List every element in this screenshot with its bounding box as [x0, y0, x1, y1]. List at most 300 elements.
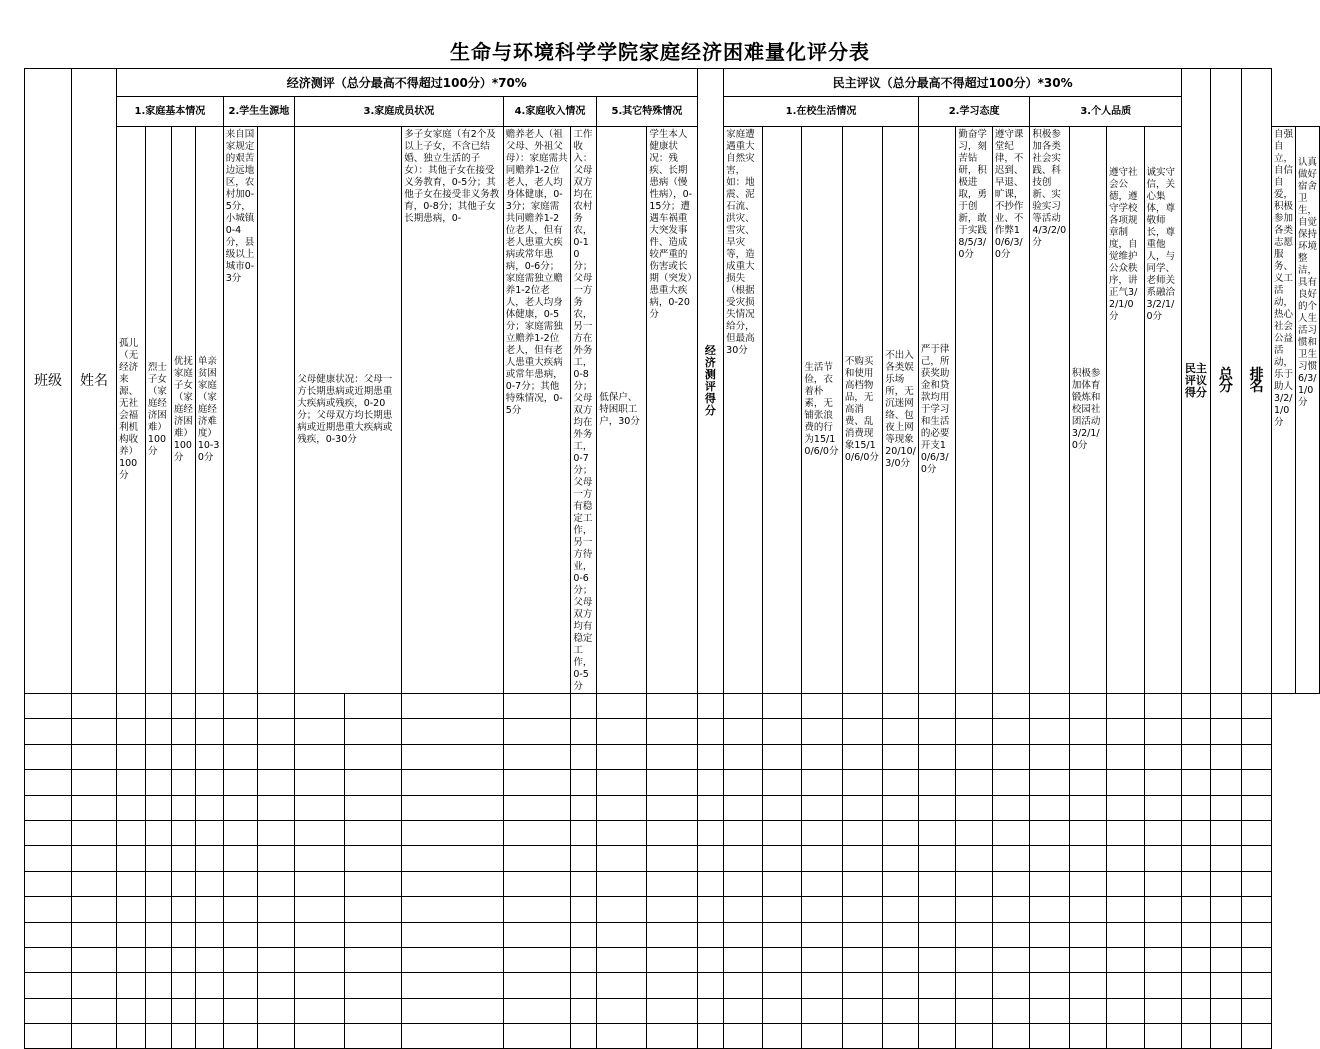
- table-cell[interactable]: [195, 1024, 223, 1049]
- table-cell[interactable]: [25, 770, 72, 795]
- table-cell[interactable]: [1182, 846, 1211, 871]
- table-cell[interactable]: [145, 871, 171, 896]
- table-cell[interactable]: [697, 770, 724, 795]
- table-cell[interactable]: [571, 1024, 597, 1049]
- table-cell[interactable]: [647, 1024, 697, 1049]
- table-cell[interactable]: [344, 744, 401, 769]
- table-cell[interactable]: [72, 770, 117, 795]
- table-cell[interactable]: [195, 795, 223, 820]
- table-cell[interactable]: [1107, 770, 1145, 795]
- table-cell[interactable]: [344, 795, 401, 820]
- table-cell[interactable]: [992, 694, 1030, 719]
- table-cell[interactable]: [402, 897, 503, 922]
- table-cell[interactable]: [956, 973, 993, 998]
- table-cell[interactable]: [1030, 922, 1069, 947]
- table-cell[interactable]: [171, 795, 195, 820]
- table-cell[interactable]: [503, 820, 571, 845]
- table-cell[interactable]: [697, 846, 724, 871]
- table-cell[interactable]: [1030, 744, 1069, 769]
- table-cell[interactable]: [171, 744, 195, 769]
- table-cell[interactable]: [1069, 795, 1106, 820]
- table-cell[interactable]: [992, 998, 1030, 1023]
- table-cell[interactable]: [25, 744, 72, 769]
- table-cell[interactable]: [295, 795, 345, 820]
- table-cell[interactable]: [992, 922, 1030, 947]
- table-cell[interactable]: [402, 871, 503, 896]
- table-cell[interactable]: [992, 820, 1030, 845]
- table-cell[interactable]: [697, 719, 724, 744]
- table-cell[interactable]: [724, 897, 762, 922]
- table-cell[interactable]: [25, 922, 72, 947]
- table-cell[interactable]: [1182, 820, 1211, 845]
- table-cell[interactable]: [72, 922, 117, 947]
- table-cell[interactable]: [1144, 973, 1182, 998]
- table-cell[interactable]: [1069, 719, 1106, 744]
- table-cell[interactable]: [145, 795, 171, 820]
- table-cell[interactable]: [992, 1024, 1030, 1049]
- table-cell[interactable]: [503, 871, 571, 896]
- table-cell[interactable]: [724, 871, 762, 896]
- table-cell[interactable]: [571, 719, 597, 744]
- table-cell[interactable]: [1069, 871, 1106, 896]
- table-cell[interactable]: [1030, 795, 1069, 820]
- table-cell[interactable]: [1182, 795, 1211, 820]
- table-cell[interactable]: [956, 947, 993, 972]
- table-cell[interactable]: [1242, 719, 1272, 744]
- table-cell[interactable]: [117, 846, 146, 871]
- table-cell[interactable]: [117, 770, 146, 795]
- table-cell[interactable]: [1069, 770, 1106, 795]
- table-cell[interactable]: [918, 795, 956, 820]
- table-cell[interactable]: [1030, 694, 1069, 719]
- table-cell[interactable]: [956, 770, 993, 795]
- table-cell[interactable]: [145, 897, 171, 922]
- table-cell[interactable]: [258, 719, 295, 744]
- table-cell[interactable]: [571, 922, 597, 947]
- table-cell[interactable]: [402, 973, 503, 998]
- table-cell[interactable]: [72, 795, 117, 820]
- table-cell[interactable]: [1182, 1024, 1211, 1049]
- table-cell[interactable]: [697, 795, 724, 820]
- table-cell[interactable]: [503, 922, 571, 947]
- table-cell[interactable]: [647, 820, 697, 845]
- table-cell[interactable]: [883, 744, 919, 769]
- table-cell[interactable]: [145, 973, 171, 998]
- table-cell[interactable]: [697, 897, 724, 922]
- table-cell[interactable]: [25, 795, 72, 820]
- table-cell[interactable]: [918, 719, 956, 744]
- table-cell[interactable]: [842, 998, 882, 1023]
- table-cell[interactable]: [402, 998, 503, 1023]
- table-cell[interactable]: [647, 922, 697, 947]
- table-cell[interactable]: [295, 770, 345, 795]
- table-cell[interactable]: [883, 998, 919, 1023]
- table-cell[interactable]: [503, 744, 571, 769]
- table-cell[interactable]: [72, 820, 117, 845]
- table-cell[interactable]: [842, 973, 882, 998]
- table-cell[interactable]: [1182, 694, 1211, 719]
- table-cell[interactable]: [195, 871, 223, 896]
- table-cell[interactable]: [802, 871, 842, 896]
- table-cell[interactable]: [802, 846, 842, 871]
- table-cell[interactable]: [503, 973, 571, 998]
- table-cell[interactable]: [918, 897, 956, 922]
- table-cell[interactable]: [1210, 871, 1242, 896]
- table-cell[interactable]: [762, 744, 802, 769]
- table-cell[interactable]: [597, 795, 647, 820]
- table-cell[interactable]: [344, 820, 401, 845]
- table-cell[interactable]: [647, 744, 697, 769]
- table-cell[interactable]: [762, 947, 802, 972]
- table-cell[interactable]: [762, 795, 802, 820]
- table-cell[interactable]: [1144, 694, 1182, 719]
- table-cell[interactable]: [802, 770, 842, 795]
- table-cell[interactable]: [842, 770, 882, 795]
- table-cell[interactable]: [223, 897, 258, 922]
- table-cell[interactable]: [1182, 744, 1211, 769]
- table-cell[interactable]: [72, 897, 117, 922]
- table-cell[interactable]: [571, 795, 597, 820]
- table-cell[interactable]: [724, 744, 762, 769]
- table-cell[interactable]: [171, 998, 195, 1023]
- table-cell[interactable]: [195, 922, 223, 947]
- table-cell[interactable]: [956, 922, 993, 947]
- table-cell[interactable]: [344, 694, 401, 719]
- table-cell[interactable]: [195, 947, 223, 972]
- table-cell[interactable]: [571, 846, 597, 871]
- table-cell[interactable]: [25, 871, 72, 896]
- table-cell[interactable]: [1069, 820, 1106, 845]
- table-cell[interactable]: [762, 820, 802, 845]
- table-cell[interactable]: [1182, 719, 1211, 744]
- table-cell[interactable]: [1242, 770, 1272, 795]
- table-cell[interactable]: [223, 795, 258, 820]
- table-cell[interactable]: [1030, 846, 1069, 871]
- table-cell[interactable]: [195, 744, 223, 769]
- table-cell[interactable]: [842, 947, 882, 972]
- table-cell[interactable]: [503, 846, 571, 871]
- table-cell[interactable]: [1030, 998, 1069, 1023]
- table-cell[interactable]: [1069, 1024, 1106, 1049]
- table-cell[interactable]: [1210, 795, 1242, 820]
- table-cell[interactable]: [295, 897, 345, 922]
- table-cell[interactable]: [503, 770, 571, 795]
- table-cell[interactable]: [1210, 744, 1242, 769]
- table-cell[interactable]: [171, 820, 195, 845]
- table-cell[interactable]: [195, 770, 223, 795]
- table-cell[interactable]: [145, 820, 171, 845]
- table-cell[interactable]: [223, 871, 258, 896]
- table-cell[interactable]: [762, 770, 802, 795]
- table-cell[interactable]: [344, 922, 401, 947]
- table-cell[interactable]: [697, 871, 724, 896]
- table-cell[interactable]: [1210, 947, 1242, 972]
- table-cell[interactable]: [883, 846, 919, 871]
- table-cell[interactable]: [344, 973, 401, 998]
- table-cell[interactable]: [842, 922, 882, 947]
- table-cell[interactable]: [571, 998, 597, 1023]
- table-cell[interactable]: [223, 770, 258, 795]
- table-cell[interactable]: [1107, 820, 1145, 845]
- table-cell[interactable]: [802, 897, 842, 922]
- table-cell[interactable]: [344, 719, 401, 744]
- table-cell[interactable]: [295, 922, 345, 947]
- table-cell[interactable]: [1030, 1024, 1069, 1049]
- table-cell[interactable]: [72, 871, 117, 896]
- table-cell[interactable]: [883, 947, 919, 972]
- table-cell[interactable]: [1210, 973, 1242, 998]
- table-cell[interactable]: [1030, 871, 1069, 896]
- table-cell[interactable]: [883, 871, 919, 896]
- table-cell[interactable]: [258, 947, 295, 972]
- table-cell[interactable]: [171, 922, 195, 947]
- table-cell[interactable]: [956, 744, 993, 769]
- table-cell[interactable]: [295, 820, 345, 845]
- table-cell[interactable]: [117, 795, 146, 820]
- table-cell[interactable]: [992, 871, 1030, 896]
- table-cell[interactable]: [117, 897, 146, 922]
- table-cell[interactable]: [1144, 719, 1182, 744]
- table-cell[interactable]: [918, 871, 956, 896]
- table-cell[interactable]: [295, 871, 345, 896]
- table-cell[interactable]: [295, 947, 345, 972]
- table-cell[interactable]: [503, 795, 571, 820]
- table-cell[interactable]: [647, 719, 697, 744]
- table-cell[interactable]: [956, 1024, 993, 1049]
- table-cell[interactable]: [258, 846, 295, 871]
- table-cell[interactable]: [258, 795, 295, 820]
- table-cell[interactable]: [25, 947, 72, 972]
- table-cell[interactable]: [597, 820, 647, 845]
- table-cell[interactable]: [1069, 922, 1106, 947]
- table-cell[interactable]: [1242, 998, 1272, 1023]
- table-cell[interactable]: [195, 998, 223, 1023]
- table-cell[interactable]: [258, 820, 295, 845]
- table-cell[interactable]: [72, 744, 117, 769]
- table-cell[interactable]: [1242, 744, 1272, 769]
- table-cell[interactable]: [1242, 694, 1272, 719]
- table-cell[interactable]: [883, 922, 919, 947]
- table-cell[interactable]: [223, 1024, 258, 1049]
- table-cell[interactable]: [1107, 694, 1145, 719]
- table-cell[interactable]: [918, 820, 956, 845]
- table-cell[interactable]: [195, 719, 223, 744]
- table-cell[interactable]: [883, 770, 919, 795]
- table-cell[interactable]: [992, 846, 1030, 871]
- table-cell[interactable]: [171, 846, 195, 871]
- table-cell[interactable]: [344, 1024, 401, 1049]
- table-cell[interactable]: [402, 770, 503, 795]
- table-cell[interactable]: [571, 871, 597, 896]
- table-cell[interactable]: [1107, 922, 1145, 947]
- table-cell[interactable]: [724, 770, 762, 795]
- table-cell[interactable]: [597, 846, 647, 871]
- table-cell[interactable]: [402, 846, 503, 871]
- table-cell[interactable]: [503, 998, 571, 1023]
- table-cell[interactable]: [195, 846, 223, 871]
- table-cell[interactable]: [344, 897, 401, 922]
- table-cell[interactable]: [195, 973, 223, 998]
- table-cell[interactable]: [503, 719, 571, 744]
- table-cell[interactable]: [918, 770, 956, 795]
- table-cell[interactable]: [802, 973, 842, 998]
- table-cell[interactable]: [145, 998, 171, 1023]
- table-cell[interactable]: [195, 694, 223, 719]
- table-cell[interactable]: [697, 947, 724, 972]
- table-cell[interactable]: [145, 694, 171, 719]
- table-cell[interactable]: [571, 770, 597, 795]
- table-cell[interactable]: [992, 947, 1030, 972]
- table-cell[interactable]: [992, 744, 1030, 769]
- table-cell[interactable]: [402, 820, 503, 845]
- table-cell[interactable]: [171, 719, 195, 744]
- table-cell[interactable]: [171, 897, 195, 922]
- table-cell[interactable]: [647, 998, 697, 1023]
- table-cell[interactable]: [597, 719, 647, 744]
- table-cell[interactable]: [918, 973, 956, 998]
- table-cell[interactable]: [72, 973, 117, 998]
- table-cell[interactable]: [647, 846, 697, 871]
- table-cell[interactable]: [402, 744, 503, 769]
- table-cell[interactable]: [72, 694, 117, 719]
- table-cell[interactable]: [117, 947, 146, 972]
- table-cell[interactable]: [1144, 820, 1182, 845]
- table-cell[interactable]: [697, 1024, 724, 1049]
- table-cell[interactable]: [1210, 998, 1242, 1023]
- table-cell[interactable]: [145, 719, 171, 744]
- table-cell[interactable]: [117, 744, 146, 769]
- table-cell[interactable]: [647, 770, 697, 795]
- table-cell[interactable]: [697, 744, 724, 769]
- table-cell[interactable]: [1030, 719, 1069, 744]
- table-cell[interactable]: [295, 694, 345, 719]
- table-cell[interactable]: [1144, 744, 1182, 769]
- table-cell[interactable]: [344, 998, 401, 1023]
- table-cell[interactable]: [762, 922, 802, 947]
- table-cell[interactable]: [724, 922, 762, 947]
- table-cell[interactable]: [883, 820, 919, 845]
- table-cell[interactable]: [171, 871, 195, 896]
- table-cell[interactable]: [1144, 998, 1182, 1023]
- table-cell[interactable]: [724, 1024, 762, 1049]
- table-cell[interactable]: [402, 694, 503, 719]
- table-cell[interactable]: [1182, 770, 1211, 795]
- table-cell[interactable]: [1210, 897, 1242, 922]
- table-cell[interactable]: [503, 897, 571, 922]
- table-cell[interactable]: [1242, 846, 1272, 871]
- table-cell[interactable]: [295, 998, 345, 1023]
- table-cell[interactable]: [258, 922, 295, 947]
- table-cell[interactable]: [597, 998, 647, 1023]
- table-cell[interactable]: [1030, 770, 1069, 795]
- table-cell[interactable]: [571, 973, 597, 998]
- table-cell[interactable]: [72, 998, 117, 1023]
- table-cell[interactable]: [258, 998, 295, 1023]
- table-cell[interactable]: [1144, 871, 1182, 896]
- table-cell[interactable]: [842, 795, 882, 820]
- table-cell[interactable]: [117, 820, 146, 845]
- table-cell[interactable]: [1242, 973, 1272, 998]
- table-cell[interactable]: [724, 998, 762, 1023]
- table-cell[interactable]: [1030, 973, 1069, 998]
- table-cell[interactable]: [195, 897, 223, 922]
- table-cell[interactable]: [344, 846, 401, 871]
- table-cell[interactable]: [724, 947, 762, 972]
- table-cell[interactable]: [145, 922, 171, 947]
- table-cell[interactable]: [883, 973, 919, 998]
- table-cell[interactable]: [1069, 973, 1106, 998]
- table-cell[interactable]: [117, 694, 146, 719]
- table-cell[interactable]: [72, 947, 117, 972]
- table-cell[interactable]: [258, 871, 295, 896]
- table-cell[interactable]: [1242, 871, 1272, 896]
- table-cell[interactable]: [402, 1024, 503, 1049]
- table-cell[interactable]: [918, 922, 956, 947]
- table-cell[interactable]: [344, 947, 401, 972]
- table-cell[interactable]: [802, 744, 842, 769]
- table-cell[interactable]: [883, 694, 919, 719]
- table-cell[interactable]: [724, 846, 762, 871]
- table-cell[interactable]: [223, 947, 258, 972]
- table-cell[interactable]: [802, 795, 842, 820]
- table-cell[interactable]: [571, 694, 597, 719]
- table-cell[interactable]: [223, 922, 258, 947]
- table-cell[interactable]: [503, 947, 571, 972]
- table-cell[interactable]: [171, 694, 195, 719]
- table-cell[interactable]: [762, 897, 802, 922]
- table-cell[interactable]: [918, 1024, 956, 1049]
- table-cell[interactable]: [1242, 1024, 1272, 1049]
- table-cell[interactable]: [956, 694, 993, 719]
- table-cell[interactable]: [402, 922, 503, 947]
- table-cell[interactable]: [1210, 719, 1242, 744]
- table-cell[interactable]: [918, 947, 956, 972]
- table-cell[interactable]: [647, 795, 697, 820]
- table-cell[interactable]: [1030, 947, 1069, 972]
- table-cell[interactable]: [145, 947, 171, 972]
- table-cell[interactable]: [956, 846, 993, 871]
- table-cell[interactable]: [25, 1024, 72, 1049]
- table-cell[interactable]: [1144, 1024, 1182, 1049]
- table-cell[interactable]: [344, 770, 401, 795]
- table-cell[interactable]: [697, 973, 724, 998]
- table-cell[interactable]: [25, 820, 72, 845]
- table-cell[interactable]: [72, 846, 117, 871]
- table-cell[interactable]: [1242, 897, 1272, 922]
- table-cell[interactable]: [597, 947, 647, 972]
- table-cell[interactable]: [956, 871, 993, 896]
- table-cell[interactable]: [918, 846, 956, 871]
- table-cell[interactable]: [762, 719, 802, 744]
- table-cell[interactable]: [295, 846, 345, 871]
- table-cell[interactable]: [72, 1024, 117, 1049]
- table-cell[interactable]: [1210, 770, 1242, 795]
- table-cell[interactable]: [25, 897, 72, 922]
- table-cell[interactable]: [1107, 719, 1145, 744]
- table-cell[interactable]: [25, 719, 72, 744]
- table-cell[interactable]: [1107, 973, 1145, 998]
- table-cell[interactable]: [802, 922, 842, 947]
- table-cell[interactable]: [697, 922, 724, 947]
- table-cell[interactable]: [258, 897, 295, 922]
- table-cell[interactable]: [571, 947, 597, 972]
- table-cell[interactable]: [171, 947, 195, 972]
- table-cell[interactable]: [883, 897, 919, 922]
- table-cell[interactable]: [1107, 1024, 1145, 1049]
- table-cell[interactable]: [597, 694, 647, 719]
- table-cell[interactable]: [597, 744, 647, 769]
- table-cell[interactable]: [992, 973, 1030, 998]
